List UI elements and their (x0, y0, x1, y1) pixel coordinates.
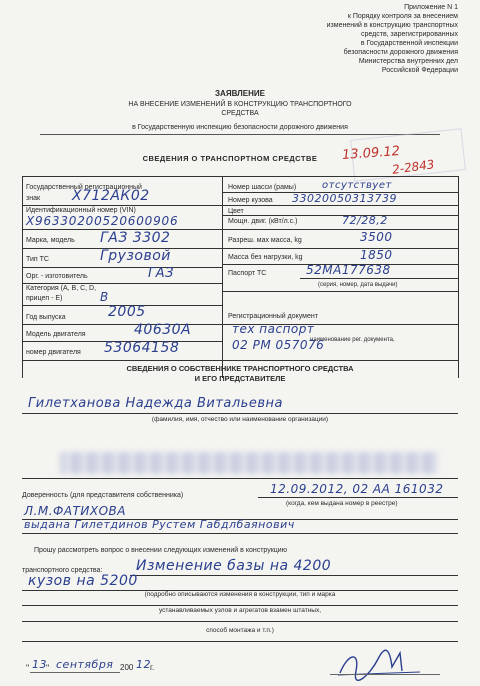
field-label: Идентификационный номер (VIN) (26, 207, 136, 214)
appendix-line: изменений в конструкцию транспортных (326, 22, 458, 29)
vehicle-type-value: Грузовой (100, 248, 171, 264)
field-caption: наименование рег. документа, (310, 337, 395, 343)
field-label: Государственный регистрационный (26, 184, 142, 191)
representative-note: выдана Гилетдинов Рустем Габдлбаянович (24, 518, 295, 531)
owner-section-title: И ЕГО ПРЕДСТАВИТЕЛЕ (194, 374, 286, 383)
appendix-line: Российской Федерации (381, 67, 458, 74)
field-label: номер двигателя (26, 349, 81, 356)
appendix-line: Приложение N 1 (404, 4, 458, 11)
date-day: 13 (32, 658, 47, 671)
proxy-caption: (когда, кем выдана номер в реестре) (286, 500, 398, 507)
field-label: Орг. - изготовитель (26, 273, 88, 280)
owner-name-value: Гилетханова Надежда Витальевна (28, 396, 283, 411)
date-year-suffix: г. (150, 663, 155, 672)
appendix-line: безопасности дорожного движения (343, 49, 458, 56)
vehicle-section-title: СВЕДЕНИЯ О ТРАНСПОРТНОМ СРЕДСТВЕ (142, 154, 318, 163)
addressee: в Государственную инспекцию безопасности дорожного движения (132, 124, 348, 131)
reg-document-value: тех паспорт (232, 322, 315, 336)
power-value: 72/28,2 (342, 214, 388, 227)
owner-caption: (фамилия, имя, отчество или наименование организации) (151, 416, 329, 423)
reg-document-number: 02 РМ 057076 (232, 338, 325, 352)
representative-name: Л.М.ФАТИХОВА (24, 504, 126, 518)
proxy-value: 12.09.2012, 02 АА 161032 (270, 482, 444, 496)
date-year-hand: 12 (136, 658, 151, 671)
field-label: Тип ТС (26, 256, 49, 263)
request-caption: устанавливаемых узлов и агрегатов взамен штатных, (158, 607, 322, 614)
signature (330, 645, 430, 681)
stamp-number: 2-2843 (391, 157, 436, 177)
date-month: сентября (56, 658, 114, 671)
engine-model-value: 40630А (134, 322, 192, 338)
form-title: ЗАЯВЛЕНИЕ (215, 89, 265, 98)
category-value: В (100, 290, 109, 304)
max-mass-value: 3500 (360, 230, 393, 244)
field-label: Категория (A, B, C, D, (26, 285, 97, 292)
empty-mass-value: 1850 (360, 248, 393, 262)
engine-number-value: 53064158 (104, 340, 180, 356)
field-label: Номер шасси (рамы) (228, 184, 297, 191)
field-label: Масса без нагрузки, kg (228, 254, 303, 261)
make-model-value: ГАЗ 3302 (100, 230, 171, 246)
field-label: Марка, модель (26, 237, 75, 244)
field-label: Регистрационный документ (228, 313, 318, 320)
request-caption: (подробно описываются изменения в конструкции, тип и марка (144, 591, 336, 598)
field-caption: (серия, номер, дата выдачи) (318, 282, 398, 288)
field-label: Цвет (228, 208, 244, 215)
owner-section-title: СВЕДЕНИЯ О СОБСТВЕННИКЕ ТРАНСПОРТНОГО СРЕДСТВА (126, 364, 354, 373)
appendix-line: Министерства внутренних дел (358, 58, 458, 65)
form-subtitle: НА ВНЕСЕНИЕ ИЗМЕНЕНИЙ В КОНСТРУКЦИЮ ТРАНСПОРТНОГО (128, 101, 352, 108)
field-label: Паспорт ТС (228, 270, 267, 277)
chassis-value: отсутствует (322, 180, 392, 191)
application-form: Приложение N 1 к Порядку контроля за внесением изменений в конструкцию транспортных средств, зарегистрированных в Государственной инспекции безопасности дорожного движения Министерства внутренних дел Российской Федерации ЗАЯВЛЕНИЕ НА ВНЕСЕНИЕ ИЗМЕНЕНИЙ В КОНСТРУКЦИЮ ТРАНСПОРТНОГО СРЕДСТВА в Государственную инспекцию безопасности дорожного движения 13.09.12 2-2843 СВЕДЕНИЯ О ТРАНСПОРТНОМ СРЕДСТВЕ Государственный регистрационный знак Х712АК02 Идентификационный номер (VIN) X96330200520600906 Марка, модель ГАЗ 3302 Тип ТС Грузовой Орг. - изготовитель ГАЗ Категория (A, B, C, D, прицеп - E) В Год выпуска 2005 Модель двигателя 40630А номер двигателя 53064158 Номер шасси (рамы) отсутствует Номер кузова 33020050313739 Цвет Мощн. двиг. (кВт/л.с.) 72/28,2 Разреш. мах масса, kg 3500 Масса без нагрузки, kg 1850 Паспорт ТС 52МА177638 (серия, номер, дата выдачи) Регистрационный документ тех паспорт наименование рег. документа, 02 РМ 057076 СВЕДЕНИЯ О СОБСТВЕННИКЕ ТРАНСПОРТНОГО СРЕДСТВА И ЕГО ПРЕДСТАВИТЕЛЕ Гилетханова Надежда Витальевна (фамилия, имя, отчество или наименование организации) Доверенность (для представителя собственника) 12.09.2012, 02 АА 161032 (когда, кем выдана номер в реестре) Л.М.ФАТИХОВА выдана Гилетдинов Рустем Габдлбаянович Прошу рассмотреть вопрос о внесении следующих изменений в конструкцию транспортного средства: Изменение базы на 4200 кузов на 5200 (подробно описываются изменения в конструкции, тип и марка устанавливаемых узлов и агрегатов взамен штатных, способ монтажа и т.п.) " 13 " сентября 200 12 г. (0, 0, 480, 686)
request-text: Прошу рассмотреть вопрос о внесении следующих изменений в конструкцию (34, 547, 287, 554)
appendix-line: к Порядку контроля за внесением (347, 13, 458, 20)
appendix-line: в Государственной инспекции (360, 40, 458, 47)
redacted-text (60, 452, 438, 474)
requested-change: кузов на 5200 (28, 573, 138, 589)
field-label: прицеп - E) (26, 295, 63, 302)
date-year-prefix: 200 (120, 663, 134, 672)
stamp-date: 13.09.12 (341, 143, 401, 164)
field-label: Мощн. двиг. (кВт/л.с.) (228, 218, 298, 225)
form-subtitle: СРЕДСТВА (221, 110, 259, 117)
field-label: Год выпуска (26, 314, 66, 321)
plate-number-value: Х712АК02 (72, 188, 150, 204)
field-label: Модель двигателя (26, 331, 86, 338)
proxy-label: Доверенность (для представителя собственника) (22, 492, 184, 499)
appendix-line: средств, зарегистрированных (361, 31, 458, 38)
manufacturer-value: ГАЗ (148, 266, 174, 281)
field-label: Номер кузова (228, 197, 273, 204)
year-value: 2005 (108, 304, 146, 320)
field-label: Разреш. мах масса, kg (228, 237, 302, 244)
vin-value: X96330200520600906 (26, 214, 179, 228)
request-text: транспортного средства: (22, 567, 103, 574)
passport-value: 52МА177638 (306, 263, 391, 277)
requested-change: Изменение базы на 4200 (136, 558, 332, 574)
field-label: знак (26, 195, 41, 202)
body-number-value: 33020050313739 (292, 192, 397, 205)
request-caption: способ монтажа и т.п.) (206, 627, 274, 634)
